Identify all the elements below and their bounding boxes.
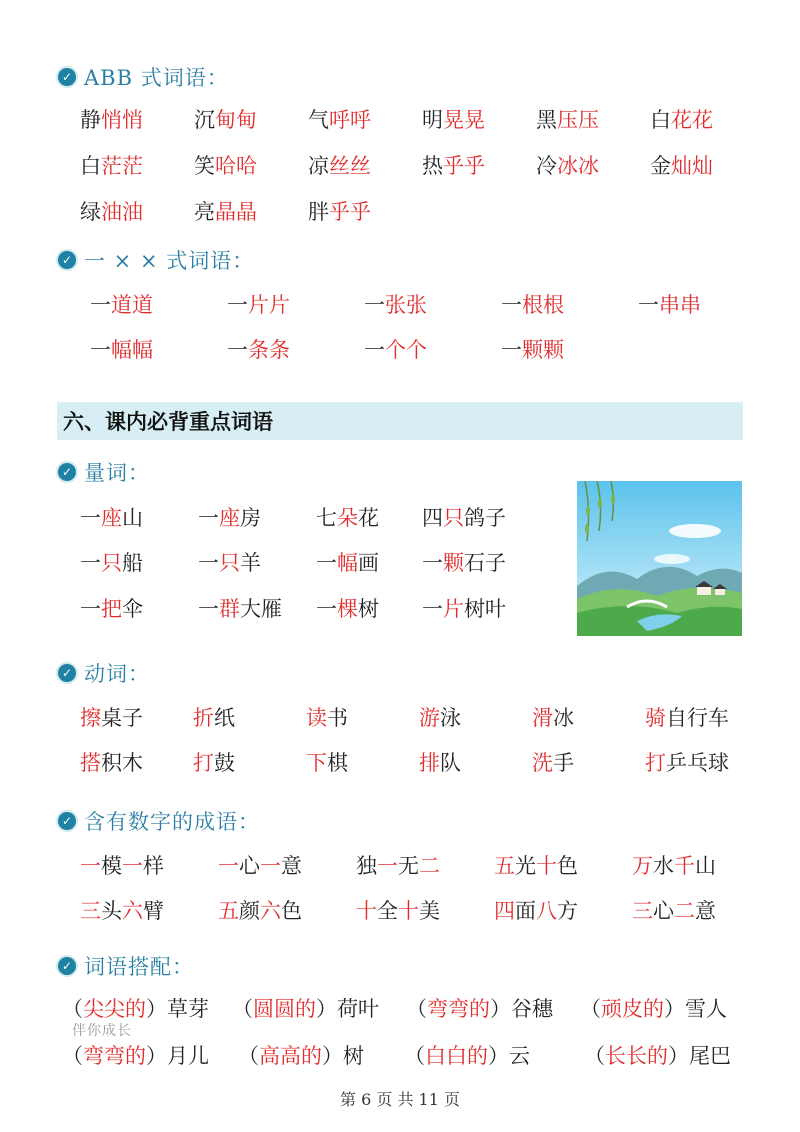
measure-word: 座 bbox=[219, 506, 240, 530]
dongci-heading: 动词： bbox=[84, 662, 150, 686]
section-title: 六、课内必背重点词语 bbox=[63, 410, 273, 434]
word-number: 一 bbox=[422, 597, 443, 621]
word-tail: 幅幅 bbox=[111, 338, 153, 362]
verb: 下 bbox=[306, 751, 327, 775]
idiom-char: 方 bbox=[557, 899, 578, 923]
collocation-noun: 荷叶 bbox=[337, 997, 379, 1021]
word-head: 笑 bbox=[194, 154, 215, 178]
word-tail: 压压 bbox=[557, 108, 599, 132]
word-head: 白 bbox=[650, 108, 671, 132]
word-head: 一 bbox=[90, 293, 111, 317]
idiom-char: 一 bbox=[377, 854, 398, 878]
noun: 树 bbox=[358, 597, 379, 621]
idiom-char: 千 bbox=[674, 854, 695, 878]
idiom-char: 色 bbox=[281, 899, 302, 923]
idiom-char: 五 bbox=[494, 854, 515, 878]
paren-close: ） bbox=[146, 1044, 167, 1068]
noun: 羊 bbox=[240, 551, 261, 575]
word-tail: 张张 bbox=[385, 293, 427, 317]
paren-open: （ bbox=[584, 1044, 605, 1068]
word-number: 一 bbox=[198, 597, 219, 621]
dapei-heading-row bbox=[58, 951, 194, 981]
idiom-char: 六 bbox=[260, 899, 281, 923]
word-item bbox=[193, 702, 306, 732]
word-row bbox=[90, 289, 775, 319]
word-head: 凉 bbox=[308, 154, 329, 178]
word-item bbox=[422, 547, 532, 577]
word-item bbox=[80, 593, 198, 623]
verb: 排 bbox=[419, 751, 440, 775]
word-row bbox=[80, 150, 764, 180]
word-item bbox=[536, 150, 650, 180]
word-row bbox=[80, 702, 758, 732]
idiom-char: 二 bbox=[419, 854, 440, 878]
check-icon: ✓ bbox=[58, 68, 76, 86]
word-item bbox=[306, 747, 419, 777]
word-item bbox=[364, 289, 501, 319]
measure-word: 朵 bbox=[337, 506, 358, 530]
paren-close: ） bbox=[322, 1044, 343, 1068]
measure-word: 只 bbox=[219, 551, 240, 575]
measure-word: 片 bbox=[443, 597, 464, 621]
word-head: 黑 bbox=[536, 108, 557, 132]
idiom-char: 六 bbox=[122, 899, 143, 923]
word-item bbox=[194, 104, 308, 134]
word-tail: 冰冰 bbox=[557, 154, 599, 178]
word-item bbox=[80, 196, 194, 226]
collocation-noun: 谷穗 bbox=[511, 997, 553, 1021]
verb: 搭 bbox=[80, 751, 101, 775]
measure-word: 颗 bbox=[443, 551, 464, 575]
word-tail: 条条 bbox=[248, 338, 290, 362]
word-item bbox=[650, 150, 764, 180]
idiom-char: 无 bbox=[398, 854, 419, 878]
paren-close: ） bbox=[316, 997, 337, 1021]
word-head: 绿 bbox=[80, 200, 101, 224]
word-row bbox=[80, 104, 764, 134]
word-head: 一 bbox=[227, 293, 248, 317]
idiom-char: 色 bbox=[557, 854, 578, 878]
word-head: 一 bbox=[90, 338, 111, 362]
word-tail: 茫茫 bbox=[101, 154, 143, 178]
word-head: 一 bbox=[638, 293, 659, 317]
object: 泳 bbox=[440, 706, 461, 730]
collocation-item bbox=[406, 993, 580, 1023]
word-head: 明 bbox=[422, 108, 443, 132]
idiom-char: 一 bbox=[218, 854, 239, 878]
word-item bbox=[316, 547, 422, 577]
word-head: 一 bbox=[501, 338, 522, 362]
collocation-adjective: 高高的 bbox=[259, 1044, 322, 1068]
idiom-char: 三 bbox=[632, 899, 653, 923]
noun: 花 bbox=[358, 506, 379, 530]
chengyu-heading: 含有数字的成语： bbox=[84, 810, 260, 834]
idiom-char: 二 bbox=[674, 899, 695, 923]
object: 纸 bbox=[214, 706, 235, 730]
word-row bbox=[80, 196, 422, 226]
word-item bbox=[80, 150, 194, 180]
idiom-char: 臂 bbox=[143, 899, 164, 923]
word-number: 一 bbox=[80, 551, 101, 575]
measure-word: 幅 bbox=[337, 551, 358, 575]
paren-open: （ bbox=[62, 1044, 83, 1068]
word-tail: 个个 bbox=[385, 338, 427, 362]
word-head: 气 bbox=[308, 108, 329, 132]
word-head: 一 bbox=[227, 338, 248, 362]
word-head: 亮 bbox=[194, 200, 215, 224]
idiom-char: 心 bbox=[239, 854, 260, 878]
landscape-illustration bbox=[577, 481, 742, 636]
collocation-adjective: 长长的 bbox=[605, 1044, 668, 1068]
idiom-char: 头 bbox=[101, 899, 122, 923]
collocation-noun: 雪人 bbox=[685, 997, 727, 1021]
idiom-char: 一 bbox=[260, 854, 281, 878]
idiom-item bbox=[218, 895, 356, 925]
word-tail: 道道 bbox=[111, 293, 153, 317]
idiom-char: 一 bbox=[122, 854, 143, 878]
yixx-heading-row bbox=[58, 245, 254, 275]
idiom-item bbox=[80, 850, 218, 880]
abb-heading: ABB 式词语： bbox=[84, 66, 229, 90]
check-icon: ✓ bbox=[58, 463, 76, 481]
idiom-item bbox=[632, 895, 770, 925]
word-number: 一 bbox=[80, 597, 101, 621]
idiom-char: 全 bbox=[377, 899, 398, 923]
dongci-heading-row bbox=[58, 658, 150, 688]
word-item bbox=[193, 747, 306, 777]
word-item bbox=[419, 702, 532, 732]
paren-open: （ bbox=[580, 997, 601, 1021]
word-number: 四 bbox=[422, 506, 443, 530]
measure-word: 座 bbox=[101, 506, 122, 530]
word-tail: 油油 bbox=[101, 200, 143, 224]
paren-close: ） bbox=[490, 997, 511, 1021]
idiom-char: 独 bbox=[356, 854, 377, 878]
idiom-char: 一 bbox=[80, 854, 101, 878]
paren-open: （ bbox=[62, 997, 83, 1021]
word-item bbox=[422, 150, 536, 180]
watermark: 伴你成长 bbox=[72, 1023, 132, 1039]
idiom-char: 样 bbox=[143, 854, 164, 878]
word-head: 金 bbox=[650, 154, 671, 178]
idiom-char: 意 bbox=[695, 899, 716, 923]
word-head: 静 bbox=[80, 108, 101, 132]
idiom-item bbox=[218, 850, 356, 880]
object: 书 bbox=[327, 706, 348, 730]
paren-open: （ bbox=[406, 997, 427, 1021]
collocation-item bbox=[580, 993, 752, 1023]
idiom-char: 四 bbox=[494, 899, 515, 923]
idiom-char: 水 bbox=[653, 854, 674, 878]
word-number: 一 bbox=[198, 506, 219, 530]
collocation-row bbox=[62, 1040, 754, 1070]
object: 乒乓球 bbox=[666, 751, 729, 775]
word-number: 一 bbox=[316, 597, 337, 621]
word-item bbox=[645, 747, 758, 777]
word-tail: 颗颗 bbox=[522, 338, 564, 362]
collocation-adjective: 顽皮的 bbox=[601, 997, 664, 1021]
word-item bbox=[308, 150, 422, 180]
idiom-char: 十 bbox=[536, 854, 557, 878]
verb: 洗 bbox=[532, 751, 553, 775]
word-head: 胖 bbox=[308, 200, 329, 224]
verb: 滑 bbox=[532, 706, 553, 730]
noun: 鸽子 bbox=[464, 506, 506, 530]
measure-word: 只 bbox=[443, 506, 464, 530]
idiom-char: 十 bbox=[398, 899, 419, 923]
idiom-item bbox=[632, 850, 770, 880]
liangci-heading-row bbox=[58, 457, 150, 487]
word-head: 冷 bbox=[536, 154, 557, 178]
collocation-noun: 草芽 bbox=[167, 997, 209, 1021]
idiom-char: 十 bbox=[356, 899, 377, 923]
word-head: 白 bbox=[80, 154, 101, 178]
collocation-adjective: 白白的 bbox=[425, 1044, 488, 1068]
word-number: 一 bbox=[422, 551, 443, 575]
measure-word: 棵 bbox=[337, 597, 358, 621]
word-tail: 甸甸 bbox=[215, 108, 257, 132]
collocation-item bbox=[238, 1040, 404, 1070]
idiom-item bbox=[356, 850, 494, 880]
object: 队 bbox=[440, 751, 461, 775]
word-item bbox=[422, 104, 536, 134]
idiom-row bbox=[80, 850, 770, 880]
verb: 读 bbox=[306, 706, 327, 730]
word-item bbox=[80, 547, 198, 577]
verb: 打 bbox=[193, 751, 214, 775]
word-tail: 晶晶 bbox=[215, 200, 257, 224]
section-banner bbox=[57, 402, 743, 440]
word-item bbox=[198, 593, 316, 623]
word-item bbox=[501, 334, 638, 364]
word-item bbox=[532, 747, 645, 777]
word-tail: 片片 bbox=[248, 293, 290, 317]
word-item bbox=[80, 502, 198, 532]
chengyu-heading-row bbox=[58, 806, 260, 836]
word-item bbox=[306, 702, 419, 732]
idiom-char: 美 bbox=[419, 899, 440, 923]
word-head: 一 bbox=[501, 293, 522, 317]
check-icon: ✓ bbox=[58, 251, 76, 269]
collocation-item bbox=[584, 1040, 754, 1070]
idiom-char: 万 bbox=[632, 854, 653, 878]
verb: 骑 bbox=[645, 706, 666, 730]
word-tail: 花花 bbox=[671, 108, 713, 132]
paren-open: （ bbox=[238, 1044, 259, 1068]
measure-word: 把 bbox=[101, 597, 122, 621]
word-tail: 晃晃 bbox=[443, 108, 485, 132]
word-head: 热 bbox=[422, 154, 443, 178]
noun: 伞 bbox=[122, 597, 143, 621]
word-item bbox=[80, 747, 193, 777]
noun: 房 bbox=[240, 506, 261, 530]
noun: 画 bbox=[358, 551, 379, 575]
collocation-adjective: 弯弯的 bbox=[83, 1044, 146, 1068]
object: 冰 bbox=[553, 706, 574, 730]
check-icon: ✓ bbox=[58, 957, 76, 975]
word-item bbox=[194, 196, 308, 226]
word-number: 一 bbox=[80, 506, 101, 530]
word-tail: 呼呼 bbox=[329, 108, 371, 132]
collocation-adjective: 圆圆的 bbox=[253, 997, 316, 1021]
word-head: 沉 bbox=[194, 108, 215, 132]
paren-close: ） bbox=[146, 997, 167, 1021]
idiom-char: 面 bbox=[515, 899, 536, 923]
paren-open: （ bbox=[404, 1044, 425, 1068]
word-item bbox=[419, 747, 532, 777]
word-item bbox=[308, 196, 422, 226]
noun: 石子 bbox=[464, 551, 506, 575]
idiom-char: 光 bbox=[515, 854, 536, 878]
collocation-item bbox=[404, 1040, 584, 1070]
idiom-char: 三 bbox=[80, 899, 101, 923]
word-head: 一 bbox=[364, 293, 385, 317]
word-tail: 丝丝 bbox=[329, 154, 371, 178]
object: 手 bbox=[553, 751, 574, 775]
word-tail: 乎乎 bbox=[443, 154, 485, 178]
collocation-item bbox=[62, 1040, 238, 1070]
idiom-char: 心 bbox=[653, 899, 674, 923]
paren-close: ） bbox=[668, 1044, 689, 1068]
noun: 大雁 bbox=[240, 597, 282, 621]
word-item bbox=[645, 702, 758, 732]
object: 积木 bbox=[101, 751, 143, 775]
word-row bbox=[90, 334, 638, 364]
idiom-item bbox=[80, 895, 218, 925]
word-item bbox=[650, 104, 764, 134]
word-tail: 根根 bbox=[522, 293, 564, 317]
word-number: 一 bbox=[316, 551, 337, 575]
noun: 树叶 bbox=[464, 597, 506, 621]
collocation-adjective: 尖尖的 bbox=[83, 997, 146, 1021]
idiom-item bbox=[356, 895, 494, 925]
verb: 游 bbox=[419, 706, 440, 730]
idiom-char: 模 bbox=[101, 854, 122, 878]
word-row bbox=[80, 747, 758, 777]
object: 桌子 bbox=[101, 706, 143, 730]
word-item bbox=[638, 289, 775, 319]
noun: 船 bbox=[122, 551, 143, 575]
word-item bbox=[80, 702, 193, 732]
idiom-item bbox=[494, 895, 632, 925]
check-icon: ✓ bbox=[58, 812, 76, 830]
word-item bbox=[364, 334, 501, 364]
word-item bbox=[198, 502, 316, 532]
word-item bbox=[422, 593, 532, 623]
measure-word: 群 bbox=[219, 597, 240, 621]
word-item bbox=[198, 547, 316, 577]
word-item bbox=[90, 289, 227, 319]
idiom-char: 山 bbox=[695, 854, 716, 878]
object: 棋 bbox=[327, 751, 348, 775]
word-tail: 悄悄 bbox=[101, 108, 143, 132]
word-item bbox=[532, 702, 645, 732]
check-icon: ✓ bbox=[58, 664, 76, 682]
idiom-char: 五 bbox=[218, 899, 239, 923]
object: 自行车 bbox=[666, 706, 729, 730]
dapei-heading: 词语搭配： bbox=[84, 955, 194, 979]
collocation-noun: 树 bbox=[343, 1044, 364, 1068]
abb-heading-row bbox=[58, 62, 229, 92]
idiom-char: 八 bbox=[536, 899, 557, 923]
paren-close: ） bbox=[488, 1044, 509, 1068]
word-item bbox=[80, 104, 194, 134]
word-number: 一 bbox=[198, 551, 219, 575]
paren-open: （ bbox=[232, 997, 253, 1021]
collocation-noun: 尾巴 bbox=[689, 1044, 731, 1068]
word-item bbox=[316, 593, 422, 623]
idiom-row bbox=[80, 895, 770, 925]
word-item bbox=[308, 104, 422, 134]
yixx-heading: 一 × × 式词语： bbox=[84, 249, 255, 273]
verb: 擦 bbox=[80, 706, 101, 730]
measure-word: 只 bbox=[101, 551, 122, 575]
word-tail: 串串 bbox=[659, 293, 701, 317]
verb: 打 bbox=[645, 751, 666, 775]
collocation-noun: 月儿 bbox=[167, 1044, 209, 1068]
word-item bbox=[90, 334, 227, 364]
verb: 折 bbox=[193, 706, 214, 730]
paren-close: ） bbox=[664, 997, 685, 1021]
noun: 山 bbox=[122, 506, 143, 530]
idiom-char: 意 bbox=[281, 854, 302, 878]
collocation-item bbox=[62, 993, 232, 1023]
word-item bbox=[227, 289, 364, 319]
word-item bbox=[194, 150, 308, 180]
object: 鼓 bbox=[214, 751, 235, 775]
collocation-adjective: 弯弯的 bbox=[427, 997, 490, 1021]
collocation-noun: 云 bbox=[509, 1044, 530, 1068]
word-item bbox=[422, 502, 532, 532]
word-item bbox=[227, 334, 364, 364]
idiom-item bbox=[494, 850, 632, 880]
word-item bbox=[316, 502, 422, 532]
word-tail: 乎乎 bbox=[329, 200, 371, 224]
word-head: 一 bbox=[364, 338, 385, 362]
liangci-heading: 量词： bbox=[84, 461, 150, 485]
word-item bbox=[501, 289, 638, 319]
word-row bbox=[80, 502, 532, 532]
idiom-char: 颜 bbox=[239, 899, 260, 923]
word-item bbox=[536, 104, 650, 134]
word-row bbox=[80, 593, 532, 623]
word-number: 七 bbox=[316, 506, 337, 530]
word-tail: 灿灿 bbox=[671, 154, 713, 178]
word-row bbox=[80, 547, 532, 577]
collocation-item bbox=[232, 993, 406, 1023]
collocation-row bbox=[62, 993, 752, 1023]
word-tail: 哈哈 bbox=[215, 154, 257, 178]
page-footer: 第 6 页 共 11 页 bbox=[340, 1090, 460, 1109]
